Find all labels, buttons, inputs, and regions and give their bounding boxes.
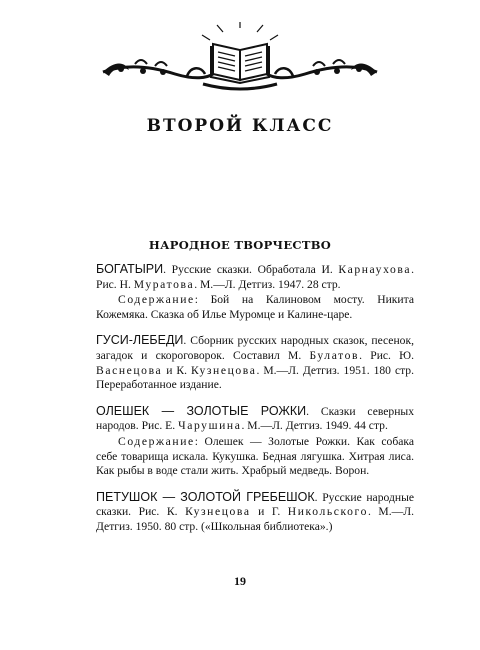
entry-description [96, 404, 414, 434]
list-item [96, 262, 414, 322]
entry-person: Булатов [309, 348, 360, 362]
entry-text: . Рис. Ю. [359, 348, 414, 362]
entry-description [96, 262, 414, 292]
contents-label: Содержание [118, 293, 195, 307]
entry-text: . М.—Л. Детгиз. 1947. 28 стр. [194, 277, 341, 291]
entry-person: Кузнецова [185, 505, 251, 519]
entry-text: . М.—Л. Детгиз. 1950. 80 стр. («Школьная библиотека».) [96, 505, 414, 533]
entry-text: . Рис. Н. [96, 263, 414, 291]
entry-text: . Сборник русских народных сказок, песенок, загадок и скороговорок. Составил М. [96, 334, 414, 362]
entry-title: БОГАТЫРИ [96, 262, 164, 276]
entry-description [96, 333, 414, 392]
entry-text: и К. [162, 363, 191, 377]
list-item [96, 404, 414, 479]
entry-person: Кузнецова [191, 363, 257, 377]
contents-label: Содержание [118, 434, 195, 448]
entry-text: . Русские народные сказки. Рис. К. [96, 490, 415, 519]
entry-description [96, 490, 414, 535]
entry-contents [96, 293, 414, 322]
entry-person: Никольского [287, 505, 368, 519]
entry-text: . Сказки северных народов. Рис. Е. [96, 404, 414, 433]
entry-title: ОЛЕШЕК — ЗОЛОТЫЕ РОЖКИ [96, 403, 307, 418]
entry-title: ПЕТУШОК — ЗОЛОТОЙ ГРЕБЕШОК [96, 489, 315, 504]
entry-text: . Русские сказки. Обработала И. [163, 263, 339, 276]
section-heading: НАРОДНОЕ ТВОРЧЕСТВО [148, 238, 332, 252]
open-book-ornament-icon [95, 22, 385, 94]
contents-text: : Бой на Калиновом мосту. Никита Кожемяка. Сказка об Илье Муромце и Калине-царе. [96, 293, 414, 321]
page-number: 19 [234, 574, 246, 588]
entry-text: . М.—Л. Детгиз. 1949. 44 стр. [241, 419, 388, 433]
entry-title: ГУСИ-ЛЕБЕДИ [96, 333, 184, 348]
entry-text: и Г. [250, 505, 288, 519]
bibliography-list [96, 262, 414, 546]
entry-person: Карнаухова [338, 263, 412, 276]
entry-contents [96, 435, 414, 479]
list-item [96, 490, 414, 535]
entry-person: Васнецова [96, 363, 163, 377]
entry-person: Муратова [133, 277, 195, 291]
contents-text: : Олешек — Золотые Рожки. Как собака себе товарища искала. Кукушка. Бедная лягушка. Хитрая лиса. Как рыбы в воде стали жить. Храбрый медведь. Ворон. [96, 434, 414, 478]
entry-text: . М.—Л. Детгиз. 1951. 180 стр. Переработанное издание. [96, 363, 414, 392]
entry-person: Чарушина [178, 419, 242, 433]
page-title: ВТОРОЙ КЛАСС [146, 116, 334, 136]
list-item [96, 333, 414, 392]
